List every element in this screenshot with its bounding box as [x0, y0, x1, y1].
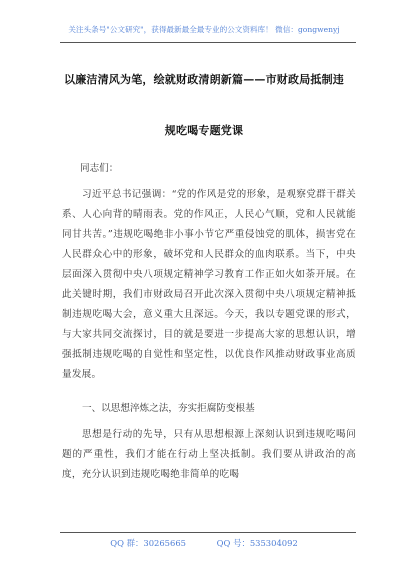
greeting: 同志们：: [80, 163, 119, 174]
section-heading-1: 一、以思想淬炼之法，夯实拒腐防变根基: [82, 403, 255, 414]
body-paragraph-1: 习近平总书记强调：“党的作风是党的形象，是观察党群干群关系、人心向背的晴雨表。党的作风正，人民心气顺，党和人民就能同甘共苦。”违规吃喝绝非小事小节它严重侵蚀党的肌体，损害党在人民群众心中的形象，破坏党和人民群众的血肉联系。当下，中央层面深入贯彻中央八项规定精神学习教育工作正如火如荼开展。在此关键时期，我们市财政局召开此次深入贯彻中央八项规定精神抵制违规吃喝大会，意义重大且深远。今天，我以专题党课的形式，与大家共同交流探讨，目的就是要进一步提高大家的思想认识，增强抵制违规吃喝的自觉性和坚定性，以优良作风推动财政事业高质量发展。: [62, 189, 356, 380]
body-paragraph-2: 思想是行动的先导，只有从思想根源上深刻认识到违规吃喝问题的严重性，我们才能在行动上坚决抵制。我们要从讲政治的高度，充分认识到违规吃喝绝非简单的吃喝: [62, 429, 356, 480]
document-title-line-2: 规吃喝专题党课: [164, 124, 244, 137]
footer-qq-group: QQ 群：30265665: [110, 538, 186, 548]
document-title-line-1: 以廉洁清风为笔，绘就财政清朗新篇——市财政局抵制违: [64, 73, 344, 86]
header-promo-note: 关注头条号"公文研究"，获得最新最全最专业的公文资料库！ 微信：gongwenyj: [68, 25, 340, 34]
header-divider: [60, 42, 356, 43]
footer-divider: [60, 532, 356, 533]
footer-qq-number: QQ 号：535304092: [216, 538, 298, 548]
footer-contact: [0, 537, 408, 549]
